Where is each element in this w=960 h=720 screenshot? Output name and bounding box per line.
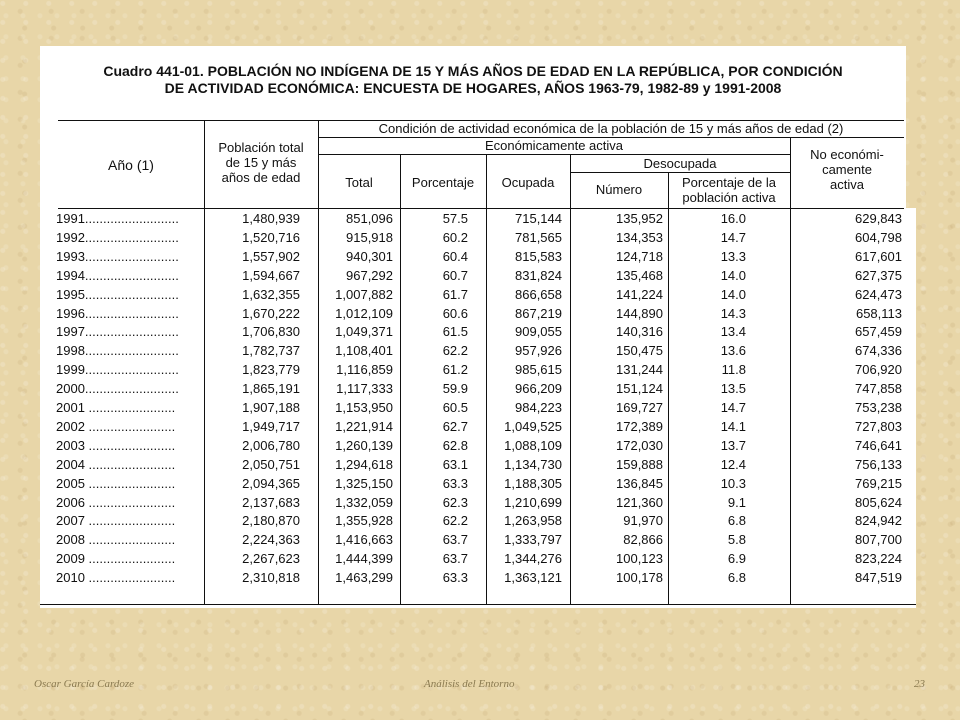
- cell-unemployed-pct: 14.7: [720, 400, 746, 415]
- cell-total-pop: 1,520,716: [242, 229, 300, 245]
- cell-total-pop: 2,050,751: [242, 456, 300, 472]
- cell-unemployed-pct: 10.3: [720, 475, 746, 491]
- footer-author: Oscar García Cardoze: [34, 678, 135, 690]
- cell-unemployed-number: 144,890: [616, 305, 663, 321]
- cell-total-active: 1,332,059: [335, 494, 393, 510]
- cell-employed: 1,333,797: [504, 532, 562, 548]
- cell-unemployed-pct: 13.6: [720, 343, 746, 359]
- cell-unemployed-pct: 5.8: [727, 532, 746, 548]
- cell-percentage: 57.5: [442, 211, 468, 226]
- header-condition: Condición de actividad económica de la población de 15 y más años de edad (2): [378, 121, 844, 136]
- cell-percentage: 63.3: [442, 570, 468, 586]
- cell-total-pop: 2,094,365: [242, 475, 300, 491]
- cell-year: 2010 ........................: [56, 570, 176, 586]
- cell-year: 1994..........................: [56, 267, 179, 283]
- cell-employed: 1,210,699: [504, 494, 562, 510]
- cell-unemployed-number: 131,244: [616, 362, 663, 378]
- cell-employed: 957,926: [515, 343, 562, 359]
- cell-inactive: 657,459: [855, 324, 902, 340]
- cell-total-pop: 1,480,939: [242, 211, 300, 226]
- cell-unemployed-number: 100,123: [616, 551, 663, 567]
- cell-employed: 1,363,121: [504, 570, 562, 586]
- cell-total-pop: 1,949,717: [242, 418, 300, 434]
- cell-unemployed-number: 100,178: [616, 570, 663, 586]
- cell-unemployed-pct: 6.9: [727, 551, 746, 567]
- cell-year: 1996..........................: [56, 305, 179, 321]
- cell-unemployed-pct: 14.3: [720, 305, 746, 321]
- cell-unemployed-pct: 16.0: [720, 211, 746, 226]
- cell-total-active: 1,355,928: [335, 513, 393, 529]
- cell-percentage: 62.7: [442, 418, 468, 434]
- cell-total-active: 1,444,399: [335, 551, 393, 567]
- cell-year: 1995..........................: [56, 286, 179, 302]
- cell-unemployed-pct: 6.8: [727, 570, 746, 586]
- cell-percentage: 60.6: [442, 305, 468, 321]
- cell-inactive: 756,133: [855, 456, 902, 472]
- cell-year: 2000..........................: [56, 381, 179, 397]
- cell-employed: 985,615: [515, 362, 562, 378]
- cell-total-active: 851,096: [346, 211, 393, 226]
- cell-unemployed-number: 91,970: [623, 513, 663, 529]
- footer-page-number: 23: [914, 678, 925, 690]
- cell-employed: 1,188,305: [504, 475, 562, 491]
- cell-total-active: 1,260,139: [335, 437, 393, 453]
- cell-total-active: 1,012,109: [335, 305, 393, 321]
- cell-unemployed-number: 151,124: [616, 381, 663, 397]
- cell-unemployed-number: 172,030: [616, 437, 663, 453]
- cell-total-active: 1,463,299: [335, 570, 393, 586]
- cell-inactive: 807,700: [855, 532, 902, 548]
- cell-total-pop: 1,706,830: [242, 324, 300, 340]
- cell-inactive: 627,375: [855, 267, 902, 283]
- cell-year: 1991..........................: [56, 211, 179, 226]
- cell-inactive: 824,942: [855, 513, 902, 529]
- cell-percentage: 62.2: [442, 513, 468, 529]
- cell-unemployed-pct: 6.8: [727, 513, 746, 529]
- cell-percentage: 59.9: [442, 381, 468, 397]
- cell-unemployed-pct: 9.1: [727, 494, 746, 510]
- cell-inactive: 674,336: [855, 343, 902, 359]
- cell-year: 2005 ........................: [56, 475, 176, 491]
- cell-year: 1999..........................: [56, 362, 179, 378]
- cell-percentage: 60.4: [442, 248, 468, 264]
- cell-total-active: 1,049,371: [335, 324, 393, 340]
- header-active: Económicamente activa: [484, 138, 623, 153]
- cell-unemployed-number: 134,353: [616, 229, 663, 245]
- cell-percentage: 63.1: [442, 456, 468, 472]
- cell-unemployed-pct: 13.7: [720, 437, 746, 453]
- cell-employed: 1,049,525: [504, 418, 562, 434]
- table-title-line1: Cuadro 441-01. POBLACIÓN NO INDÍGENA DE 15 Y MÁS AÑOS DE EDAD EN LA REPÚBLICA, POR CONDICIÓN: [103, 63, 843, 79]
- cell-percentage: 62.3: [442, 494, 468, 510]
- cell-unemployed-pct: 14.0: [720, 267, 746, 283]
- cell-percentage: 61.5: [442, 324, 468, 340]
- cell-total-pop: 1,594,667: [242, 267, 300, 283]
- cell-inactive: 747,858: [855, 381, 902, 397]
- col-rule-7: [790, 137, 791, 604]
- cell-year: 2006 ........................: [56, 494, 176, 510]
- table-title-line2: DE ACTIVIDAD ECONÓMICA: ENCUESTA DE HOGARES, AÑOS 1963-79, 1982-89 y 1991-2008: [164, 80, 782, 96]
- cell-employed: 866,658: [515, 286, 562, 302]
- cell-total-pop: 1,907,188: [242, 400, 300, 415]
- cell-total-pop: 1,782,737: [242, 343, 300, 359]
- header-percentage: Porcentaje: [411, 175, 475, 190]
- cell-inactive: 753,238: [855, 400, 902, 415]
- header-number: Número: [595, 182, 643, 197]
- cell-total-pop: 1,632,355: [242, 286, 300, 302]
- cell-total-pop: 1,670,222: [242, 305, 300, 321]
- cell-unemployed-pct: 11.8: [721, 362, 746, 378]
- cell-year: 1998..........................: [56, 343, 179, 359]
- cell-unemployed-number: 150,475: [616, 343, 663, 359]
- cell-percentage: 60.2: [442, 229, 468, 245]
- cell-employed: 867,219: [515, 305, 562, 321]
- cell-unemployed-number: 136,845: [616, 475, 663, 491]
- cell-total-active: 1,117,333: [336, 381, 393, 397]
- cell-year: 2004 ........................: [56, 456, 176, 472]
- cell-employed: 1,134,730: [504, 456, 562, 472]
- cell-employed: 1,344,276: [504, 551, 562, 567]
- cell-total-pop: 2,224,363: [242, 532, 300, 548]
- cell-percentage: 61.2: [442, 362, 468, 378]
- cell-total-active: 1,108,401: [335, 343, 393, 359]
- cell-total-active: 1,116,859: [336, 362, 393, 378]
- cell-year: 2003 ........................: [56, 437, 176, 453]
- cell-employed: 966,209: [515, 381, 562, 397]
- table-bottom-rule: [40, 604, 916, 605]
- cell-unemployed-number: 135,468: [616, 267, 663, 283]
- cell-total-active: 1,325,150: [335, 475, 393, 491]
- cell-total-active: 1,416,663: [335, 532, 393, 548]
- cell-year: 1993..........................: [56, 248, 179, 264]
- cell-total-active: 1,221,914: [335, 418, 393, 434]
- footer-course: Análisis del Entorno: [424, 678, 515, 690]
- cell-total-pop: 2,137,683: [242, 494, 300, 510]
- cell-percentage: 63.3: [442, 475, 468, 491]
- cell-total-pop: 2,310,818: [242, 570, 300, 586]
- cell-inactive: 847,519: [855, 570, 902, 586]
- cell-unemployed-number: 140,316: [616, 324, 663, 340]
- header-inactive: No económi- camente activa: [810, 147, 884, 192]
- cell-unemployed-pct: 12.4: [720, 456, 746, 472]
- cell-unemployed-number: 141,224: [616, 286, 663, 302]
- cell-year: 1997..........................: [56, 324, 179, 340]
- cell-total-pop: 2,180,870: [242, 513, 300, 529]
- cell-inactive: 617,601: [855, 248, 902, 264]
- cell-employed: 831,824: [515, 267, 562, 283]
- cell-employed: 781,565: [515, 229, 562, 245]
- cell-year: 2009 ........................: [56, 551, 176, 567]
- cell-year: 2002 ........................: [56, 418, 176, 434]
- header-unemployed: Desocupada: [643, 156, 717, 171]
- cell-unemployed-number: 135,952: [616, 211, 663, 226]
- cell-unemployed-number: 169,727: [616, 400, 663, 415]
- cell-inactive: 727,803: [855, 418, 902, 434]
- cell-total-active: 1,007,882: [335, 286, 393, 302]
- cell-total-active: 940,301: [346, 248, 393, 264]
- cell-unemployed-number: 124,718: [616, 248, 663, 264]
- cell-unemployed-number: 82,866: [623, 532, 663, 548]
- cell-total-pop: 1,557,902: [242, 248, 300, 264]
- cell-year: 2001 ........................: [56, 400, 176, 415]
- header-rule-active: [318, 154, 790, 155]
- cell-percentage: 62.8: [442, 437, 468, 453]
- cell-total-active: 1,153,950: [335, 400, 393, 415]
- header-total: Total: [345, 175, 373, 190]
- cell-employed: 909,055: [515, 324, 562, 340]
- cell-inactive: 769,215: [855, 475, 902, 491]
- cell-total-pop: 1,865,191: [242, 381, 300, 397]
- cell-unemployed-pct: 14.7: [720, 229, 746, 245]
- cell-unemployed-pct: 14.0: [720, 286, 746, 302]
- cell-year: 1992..........................: [56, 229, 179, 245]
- cell-unemployed-number: 172,389: [616, 418, 663, 434]
- cell-percentage: 63.7: [442, 532, 468, 548]
- cell-employed: 984,223: [515, 400, 562, 415]
- cell-employed: 715,144: [515, 211, 562, 226]
- cell-inactive: 658,113: [855, 305, 902, 321]
- cell-inactive: 604,798: [855, 229, 902, 245]
- cell-unemployed-pct: 13.4: [720, 324, 746, 340]
- cell-total-active: 967,292: [346, 267, 393, 283]
- cell-inactive: 823,224: [855, 551, 902, 567]
- cell-percentage: 60.7: [442, 267, 468, 283]
- cell-total-active: 915,918: [346, 229, 393, 245]
- cell-total-active: 1,294,618: [335, 456, 393, 472]
- cell-unemployed-number: 159,888: [616, 456, 663, 472]
- cell-inactive: 624,473: [855, 286, 902, 302]
- header-year: Año (1): [108, 157, 154, 173]
- cell-unemployed-pct: 13.3: [720, 248, 746, 264]
- cell-percentage: 61.7: [442, 286, 468, 302]
- cell-inactive: 629,843: [855, 211, 902, 226]
- header-total-pop: Población total de 15 y más años de edad: [218, 140, 304, 185]
- header-bottom-rule: [58, 208, 904, 209]
- cell-percentage: 63.7: [442, 551, 468, 567]
- cell-unemployed-pct: 13.5: [720, 381, 746, 397]
- cell-percentage: 62.2: [442, 343, 468, 359]
- cell-year: 2008 ........................: [56, 532, 176, 548]
- cell-year: 2007 ........................: [56, 513, 176, 529]
- cell-inactive: 746,641: [855, 437, 902, 453]
- cell-unemployed-pct: 14.1: [720, 418, 746, 434]
- table-title: [40, 63, 906, 97]
- cell-employed: 1,263,958: [504, 513, 562, 529]
- cell-total-pop: 2,267,623: [242, 551, 300, 567]
- cell-total-pop: 1,823,779: [242, 362, 300, 378]
- cell-inactive: 706,920: [855, 362, 902, 378]
- cell-total-pop: 2,006,780: [242, 437, 300, 453]
- cell-employed: 815,583: [515, 248, 562, 264]
- cell-employed: 1,088,109: [504, 437, 562, 453]
- header-employed: Ocupada: [501, 175, 555, 190]
- cell-percentage: 60.5: [442, 400, 468, 415]
- cell-unemployed-number: 121,360: [616, 494, 663, 510]
- cell-inactive: 805,624: [855, 494, 902, 510]
- header-pct-active: Porcentaje de la población activa: [682, 175, 776, 205]
- header-rule-unemployed: [570, 172, 790, 173]
